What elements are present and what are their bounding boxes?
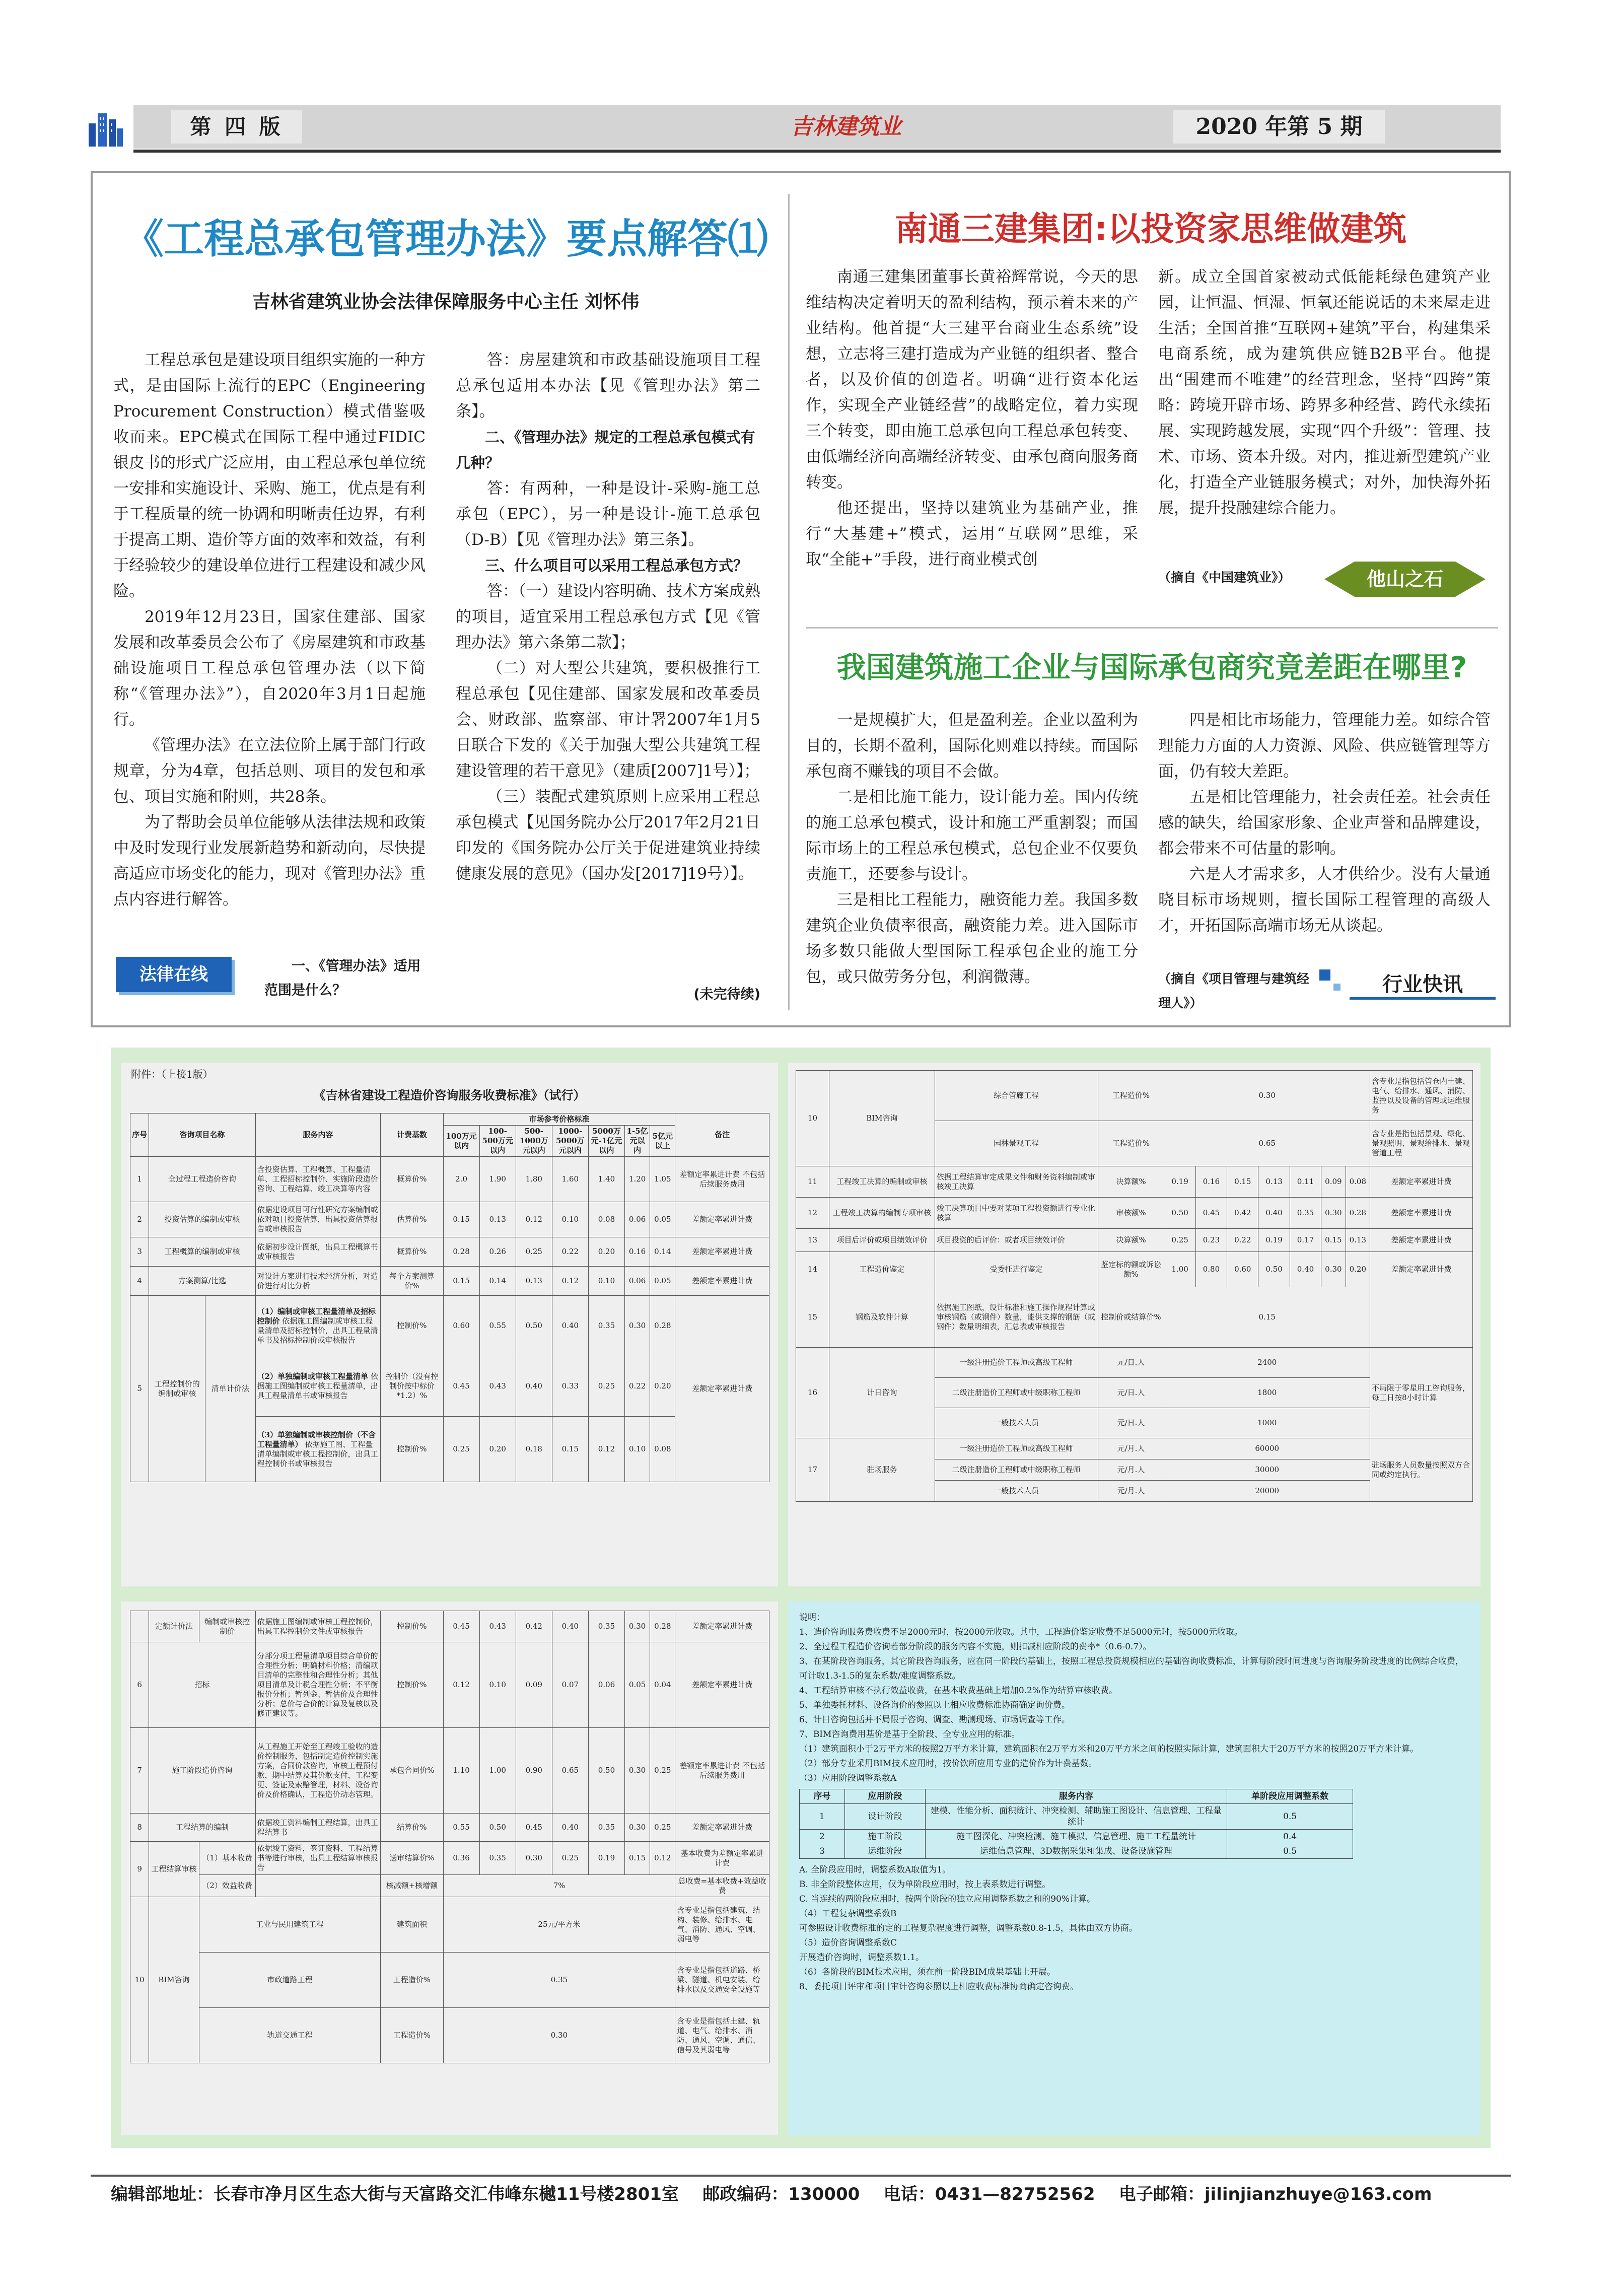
note: 6、计日咨询包括并不局限于咨询、调查、勘测现场、市场调查等工作。: [799, 1715, 1070, 1725]
page-header: [91, 103, 1501, 153]
coefficient-table: 序号 应用阶段 服务内容 单阶段应用调整系数 1 设计阶段 建模、性能分析、面积统计、冲突检测、辅助施工图设计、信息管理、工程量统计 0.5 2 施工阶段 施工图深化、冲突检测、施工模拟、信息管理、施工工程量统计 0.4 3 运维阶段 运维信息管理、3D数据采集和集成、设备设施管理 0.5: [799, 1789, 1353, 1859]
building-logo-icon: [86, 108, 126, 149]
appendix-caption: 附件：（上接1版）: [131, 1068, 213, 1080]
table-row: 14 工程造价鉴定 受委托进行鉴定 鉴定标的额或诉讼额% 1.00 0.80 0.60 0.50 0.40 0.30 0.20 差额定率累进计费: [796, 1252, 1473, 1287]
table-row: （3）单独编制或审核控制价（不含工程量清单） 依据施工图、工程量清单编制或审核工程控制价，出具工程控制价书或审核报告 控制价% 0.25 0.20 0.18 0.15 0.12 0.10 0.08: [130, 1417, 769, 1482]
question-3-title: 三、什么项目可以采用工程总承包方式？: [485, 557, 748, 574]
fee-table-lower-left: [130, 1611, 769, 2063]
paragraph: 答：（一）建设内容明确、技术方案成熟的项目，适宜采用工程总承包方式【见《管理办法》第六条第二款】；: [456, 582, 760, 652]
table-row: 轨道交通工程 工程造价% 0.30 含专业是指包括土建、轨道、电气、给排水、消防、通风、空调、通信、信号及其弱电等: [130, 2008, 769, 2063]
page-label: 第 四 版: [171, 110, 302, 144]
section-tag-label: 行业快讯: [1350, 969, 1496, 1000]
table-row: 13 项目后评价或项目绩效评价 项目投资的后评价：或者项目绩效评价 决算额% 0.25 0.23 0.22 0.19 0.17 0.15 0.13 差额定率累进计费: [796, 1229, 1473, 1252]
tier-header: 100-500万元以内: [479, 1126, 516, 1157]
note: （1）建筑面积小于2万平方米的按照2万平方米计算，建筑面积在2万平方米和20万平方米之间的按照实际计算，建筑面积大于20万平方米的按照20万平方米计算。: [799, 1744, 1419, 1754]
footer-phone: 电话：0431—82752562: [883, 2184, 1095, 2204]
table-row: 9 工程结算审核 （1）基本收费 依据竣工资料，签证资料、工程结算书等进行审核，出具工程结算审核报告 送审结算价% 0.36 0.35 0.30 0.25 0.19 0.15 0.12 基本收费为差额定率累进计费: [130, 1842, 769, 1875]
article-title-2: 南通三建集团:以投资家思维做建筑: [894, 210, 1407, 248]
note: （4）工程复杂调整系数B: [799, 1909, 897, 1919]
fee-table-upper-left: [130, 1113, 769, 1482]
table-row: 市政道路工程 工程造价% 0.35 含专业是指包括道路、桥梁、隧道、机电安装、给排水以及交通安全设施等: [130, 1953, 769, 2008]
paragraph: 为了帮助会员单位能够从法律法规和政策中及时发现行业发展新趋势和新动向，尽快提高适应市场变化的能力，现对《管理办法》重点内容进行解答。: [113, 813, 426, 909]
article-title-1: 《工程总承包管理办法》要点解答⑴: [123, 216, 768, 262]
article-byline-1: 吉林省建筑业协会法律保障服务中心主任 刘怀伟: [252, 292, 640, 312]
notes-panel: [788, 1602, 1480, 2135]
paragraph: 二是相比施工能力，设计能力差。国内传统的施工总承包模式，设计和施工严重割裂；而国际市场上的工程总承包模式，总包企业不仅要负责施工，还要参与设计。: [806, 788, 1138, 883]
note: 3、在某阶段咨询服务，其它阶段咨询服务，应在同一阶段的基础上，按照工程总投资规模相应的基础咨询收费标准，计算每阶段时间进度与咨询服务阶段进度的比例综合收费，可计取1.3-1.5的复杂系数/难度调整系数。: [799, 1656, 1464, 1681]
col-header-ref: 市场参考价格标准: [443, 1114, 675, 1126]
footer-address: 编辑部地址：长春市净月区生态大街与天富路交汇伟峰东樾11号楼2801室: [111, 2184, 679, 2204]
paragraph: 五是相比管理能力，社会责任差。社会责任感的缺失，给国家形象、企业声誉和品牌建设，都会带来不可估量的影响。: [1158, 788, 1491, 858]
note: （2）部分专业采用BIM技术应用时，按价饮所应用专业的造价作为计费基数。: [799, 1759, 1097, 1769]
paragraph: 新。成立全国首家被动式低能耗绿色建筑产业园，让恒温、恒湿、恒氧还能说话的未来屋走进生活；全国首推“互联网+建筑”平台，构建集采电商系统，成为建筑供应链B2B平台。他提出“围建而不唯建”的经营理念，坚持“四跨”策略：跨境开辟市场、跨界多种经营、跨代永续拓展、实现跨越发展，实现“四个升级”：管理、技术、市场、资本升级。对内，推进新型建筑产业化，打造全产业链服务模式；对外，加快海外拓展，提升投融建综合能力。: [1158, 268, 1491, 517]
table-row: 16 计日咨询 一级注册造价工程师或高级工程师 元/日.人 2400 不局限于零星用工咨询服务，每工日按8小时计算: [796, 1348, 1473, 1378]
law-online-badge: 法律在线: [116, 957, 232, 992]
table-row: 2 投资估算的编制或审核 依据建设项目可行性研究方案编制或依对项目投资估算，出具投资估算报告或审核报告 估算价% 0.15 0.13 0.12 0.10 0.08 0.06 0.05 差额定率累进计费: [130, 1202, 769, 1237]
table-row: 12 工程竣工决算的编制专项审核 竣工决算项目中要对某项工程投资额进行专业化核算 审核额% 0.50 0.45 0.42 0.40 0.35 0.30 0.28 差额定率累进计费: [796, 1198, 1473, 1229]
appendix-title: 《吉林省建设工程造价咨询服务收费标准》（试行）: [313, 1088, 586, 1102]
paragraph: 他还提出，坚持以建筑业为基础产业，推行“大基建+”模式，运用“互联网”思维，采取“全能+”手段，进行商业模式创: [806, 499, 1138, 569]
article2-source: （摘自《中国建筑业》）: [1158, 570, 1291, 585]
col-header-seq: 序号: [130, 1114, 149, 1157]
note: 7、BIM咨询费用基价是基于全阶段、全专业应用的标准。: [799, 1729, 1020, 1740]
article3-column-a: [806, 708, 1138, 1020]
paragraph: （二）对大型公共建筑，要积极推行工程总承包【见住建部、国家发展和改革委员会、财政部、监察部、审计署2007年1月5日联合下发的《关于加强大型公共建筑工程建设管理的若干意见》（建质[2007]1号）】；: [456, 659, 760, 780]
section-tag-industry-news: [1319, 969, 1501, 1000]
to-be-continued: (未完待续): [693, 987, 760, 1002]
table-row: （2）效益收费 核减额+核增额 7% 总收费=基本收费+效益收费: [130, 1875, 769, 1897]
table-row: 3 工程概算的编制或审核 依据初步设计图纸，出具工程概算书或审核报告 概算价% 0.28 0.26 0.25 0.22 0.20 0.16 0.14 差额定率累进计费: [130, 1237, 769, 1267]
note: 2、全过程工程造价咨询若部分阶段的服务内容不实施，则扣减相应阶段的费率*（0.6-0.7）。: [799, 1642, 1152, 1652]
article-title-3: 我国建筑施工企业与国际承包商究竟差距在哪里?: [836, 650, 1467, 684]
fee-table-panel-upper-right: [788, 1063, 1480, 1586]
question-1-title: 一、《管理办法》适用范围是什么？: [264, 958, 421, 998]
note: （6）各阶段的BIM技术应用，须在前一阶段BIM成果基础上开展。: [799, 1967, 1056, 1977]
note: 5、单独委托材料、设备询价的参照以上相应收费标准协商确定询价费。: [799, 1700, 1070, 1710]
table-row: 7 施工阶段造价咨询 从工程施工开始至工程竣工验收的造价控制服务，包括制定造价控制实施方案，合同价款咨询，审核工程预付款，期中结算及其价款支付，工程变更、签证及索赔管理，材料、设备询价及价格确认，工程造价动态管理。 承包合同价% 1.10 1.00 0.90 0.65 0.50 0.30 0.25 差额定率累进计费 不包括后续服务费用: [130, 1728, 769, 1814]
tier-header: 5亿元以上: [650, 1126, 675, 1157]
paragraph: 2019年12月23日，国家住建部、国家发展和改革委员会公布了《房屋建筑和市政基础设施项目工程总承包管理办法（以下简称“《管理办法》”），自2020年3月1日起施行。: [113, 608, 426, 729]
table-row: 17 驻场服务 一级注册造价工程师或高级工程师 元/月.人 60000 驻场服务人员数量按照双方合同或约定执行。: [796, 1438, 1473, 1459]
paragraph: 答：房屋建筑和市政基础设施项目工程总承包适用本办法【见《管理办法》第二条】。: [456, 351, 760, 421]
tier-header: 500-1000万元以内: [516, 1126, 552, 1157]
table-row: 10 BIM咨询 综合管廊工程 工程造价% 0.30 含专业是指包括管仓内土建、电气、给排水、通风、消防、监控以及设备的管理或运维服务: [796, 1071, 1473, 1121]
article2-column-a: [806, 264, 1138, 607]
note: （3）应用阶段调整系数A: [799, 1773, 897, 1783]
notes-title: 说明：: [799, 1613, 825, 1623]
table-row: 一般技术人员 元/日.人 1000: [796, 1408, 1473, 1438]
table-row: 5 工程控制价的编制或审核 清单计价法 （1）编制或审核工程量清单及招标控制价 依据施工图编制或审核工程量清单及招标控制价，出具工程量清单书及招标控制价或审核报告 控制价% 0.60 0.55 0.50 0.40 0.35 0.30 0.28 差额定率累进计费: [130, 1296, 769, 1356]
paragraph: 六是人才需求多，人才供给少。没有大量通晓目标市场规则，擅长国际工程管理的高级人才，开拓国际高端市场无从谈起。: [1158, 865, 1491, 935]
paragraph: 三是相比工程能力，融资能力差。我国多数建筑企业负债率很高，融资能力差。进入国际市场多数只能做大型国际工程承包企业的施工分包，或只做劳务分包，利润微薄。: [806, 891, 1138, 986]
paragraph: 四是相比市场能力，管理能力差。如综合管理能力方面的人力资源、风险、供应链管理等方面，仍有较大差距。: [1158, 711, 1491, 781]
table-row: 11 工程竣工决算的编制或审核 依据工程结算审定成果文件和财务资料编制或审核竣工决算 决算额% 0.19 0.16 0.15 0.13 0.11 0.09 0.08 差额定率累进计费: [796, 1166, 1473, 1198]
issue-number: 2020 年第 5 期: [1173, 110, 1385, 144]
note: 可参照设计收费标准的定的工程复杂程度进行调整，调整系数0.8-1.5，具体由双方协商。: [799, 1923, 1138, 1933]
note: 4、工程结算审核不执行效益收费，在基本收费基础上增加0.2%作为结算审核收费。: [799, 1686, 1118, 1696]
note: A. 全阶段应用时，调整系数A取值为1。: [799, 1865, 951, 1875]
table-row: 6 招标 分部分项工程量清单项目综合单价的合理性分析；明确材料价格；清编项目清单的完整性和合理性分析；其他项目清单及计税合理性分析；不平衡报价分析；暂列金、暂估价及合理性分析；总价与合价的计算及复核以及修正建议等。 控制价% 0.12 0.10 0.09 0.07 0.06 0.05 0.04 差额定率累进计费: [130, 1642, 769, 1728]
paragraph: 《管理办法》在立法位阶上属于部门行政规章，分为4章，包括总则、项目的发包和承包、项目实施和附则，共28条。: [113, 736, 426, 806]
article-column-1a: [113, 347, 426, 937]
footer-email: 电子邮箱：jilinjianzhuye@163.com: [1118, 2184, 1432, 2204]
col-header-content: 服务内容: [255, 1114, 381, 1157]
paragraph: 一是规模扩大，但是盈利差。企业以盈利为目的，长期不盈利，国际化则难以持续。而国际承包商不赚钱的项目不会做。: [806, 711, 1138, 781]
note: 开展造价咨询时，调整系数1.1。: [799, 1953, 925, 1963]
table-row: 二级注册造价工程师或中级职称工程师 元/月.人 30000: [796, 1459, 1473, 1481]
note: （5）造价咨询调整系数C: [799, 1938, 897, 1948]
note: 1、造价咨询服务费收费不足2000元时，按2000元收取。其中，工程造价鉴定收费不足5000元时，按5000元收取。: [799, 1627, 1243, 1637]
footer-postcode: 邮政编码：130000: [702, 2184, 860, 2204]
note: 8、委托项目评审和项目审计咨询参照以上相应收费标准协商确定咨询费。: [799, 1982, 1079, 1992]
question-2-title: 二、《管理办法》规定的工程总承包模式有几种？: [456, 429, 755, 471]
article-column-1b: [456, 347, 760, 977]
table-row: （2）单独编制或审核工程量清单 依据施工图编制或审核工程量清单，出具工程量清单书或审核报告 控制价（没有控制价按中标价*1.2）% 0.45 0.43 0.40 0.33 0.25 0.22 0.20: [130, 1356, 769, 1417]
col-header-basis: 计费基数: [381, 1114, 443, 1157]
article3-column-b: [1158, 708, 1491, 964]
article2-column-b: [1158, 264, 1491, 572]
note: B. 非全阶段整体应用，仅为单阶段应用时，按上表系数进行调整。: [799, 1880, 1051, 1890]
table-row: 3 运维阶段 运维信息管理、3D数据采集和集成、设备设施管理 0.5: [800, 1844, 1353, 1859]
paragraph: 答：有两种，一种是设计-采购-施工总承包（EPC），另一种是设计-施工总承包（D-B）【见《管理办法》第三条】。: [456, 479, 760, 549]
paragraph: （三）装配式建筑原则上应采用工程总承包模式【见国务院办公厅2017年2月21日印发的《国务院办公厅关于促进建筑业持续健康发展的意见》（国办发[2017]19号）】。: [456, 788, 760, 883]
table-row: 10 BIM咨询 工业与民用建筑工程 建筑面积 25元/平方米 含专业是指包括建筑、结构、装修、给排水、电气、消防、通风、空调、弱电等: [130, 1897, 769, 1953]
table-row: 2 施工阶段 施工图深化、冲突检测、施工模拟、信息管理、施工工程量统计 0.4: [800, 1830, 1353, 1844]
table-row: 15 钢筋及软件计算 依据施工图纸，设计标准和施工操作规程计算或审核钢筋（或钢件）数量，能供支撑的钢筋（或钢件）数量明细表，汇总表或审核报告 控制价或结算价% 0.15: [796, 1287, 1473, 1348]
fee-table-panel-upper-left: [121, 1063, 778, 1586]
article3-source: （摘自《项目管理与建筑经理人》）: [1158, 971, 1310, 1010]
fee-table-upper-right: [796, 1070, 1473, 1502]
paragraph: 南通三建集团董事长黄裕辉常说，今天的思维结构决定着明天的盈利结构，预示着未来的产业结构。他首提“大三建平台商业生态系统”设想，立志将三建打造成为产业链的组织者、整合者，以及价值的创造者。明确“进行资本化运作，实现全产业链经营”的战略定位，着力实现三个转变，即由施工总承包向工程总承包转变、由低端经济向高端经济转变、由承包商向服务商转变。: [806, 268, 1138, 492]
tier-header: 1000-5000万元以内: [552, 1126, 588, 1157]
tier-header: 100万元以内: [443, 1126, 479, 1157]
table-row: 8 工程结算的编制 依据竣工资料编制工程结算，出具工程结算书 结算价% 0.55 0.50 0.45 0.40 0.35 0.30 0.25 差额定率累进计费: [130, 1814, 769, 1842]
table-row: 1 设计阶段 建模、性能分析、面积统计、冲突检测、辅助施工图设计、信息管理、工程量统计 0.5: [800, 1804, 1353, 1830]
table-row: 1 全过程工程造价咨询 含投资估算、工程概算、工程量清单、工程招标控制价、实施阶段造价咨询、工程结算、竣工决算等内容 概算价% 2.0 1.90 1.80 1.60 1.40 1.20 1.05 差额定率累进计费 不包括后续服务费用: [130, 1157, 769, 1202]
note: C. 当连续的两阶段应用时，按两个阶段的独立应用调整系数之和的90%计算。: [799, 1894, 1095, 1904]
page-footer: [111, 2181, 1511, 2208]
section-tag-other-stones: [1324, 562, 1496, 597]
section-tag-label: 他山之石: [1355, 562, 1455, 597]
table-row: 二级注册造价工程师或中级职称工程师 元/日.人 1800: [796, 1378, 1473, 1408]
table-row: 园林景观工程 工程造价% 0.65 含专业是指包括景观、绿化、景观照明、景观给排水、景观管道工程: [796, 1121, 1473, 1166]
tier-header: 1-5亿元以内: [625, 1126, 650, 1157]
table-row: 定额计价法 编制或审核控制价 依据施工图编制或审核工程控制价，出具工程控制价文件或审核报告 控制价% 0.45 0.43 0.42 0.40 0.35 0.30 0.28 差额定率累进计费: [130, 1611, 769, 1642]
table-row: 一般技术人员 元/月.人 20000: [796, 1481, 1473, 1502]
paragraph: 工程总承包是建设项目组织实施的一种方式，是由国际上流行的EPC（Engineering Procurement Construction）模式借鉴吸收而来。EPC模式在国际工程中通过FIDIC银皮书的形式广泛应用，由工程总承包单位统一安排和实施设计、采购、施工，优点是有利于工程质量的统一协调和明晰责任边界，有利于提高工期、造价等方面的效率和效益，有利于经验较少的建设单位进行工程建设和减少风险。: [113, 351, 426, 600]
tier-header: 5000万元-1亿元以内: [588, 1126, 624, 1157]
col-header-remark: 备注: [675, 1114, 769, 1157]
masthead: 吉林建筑业: [791, 114, 901, 140]
table-row: 4 方案测算/比选 对设计方案进行技术经济分析，对造价进行对比分析 每个方案测算价% 0.15 0.14 0.13 0.12 0.10 0.06 0.05 差额定率累进计费: [130, 1267, 769, 1296]
col-header-item: 咨询项目名称: [149, 1114, 255, 1157]
fee-table-panel-lower-left: [121, 1602, 778, 2135]
